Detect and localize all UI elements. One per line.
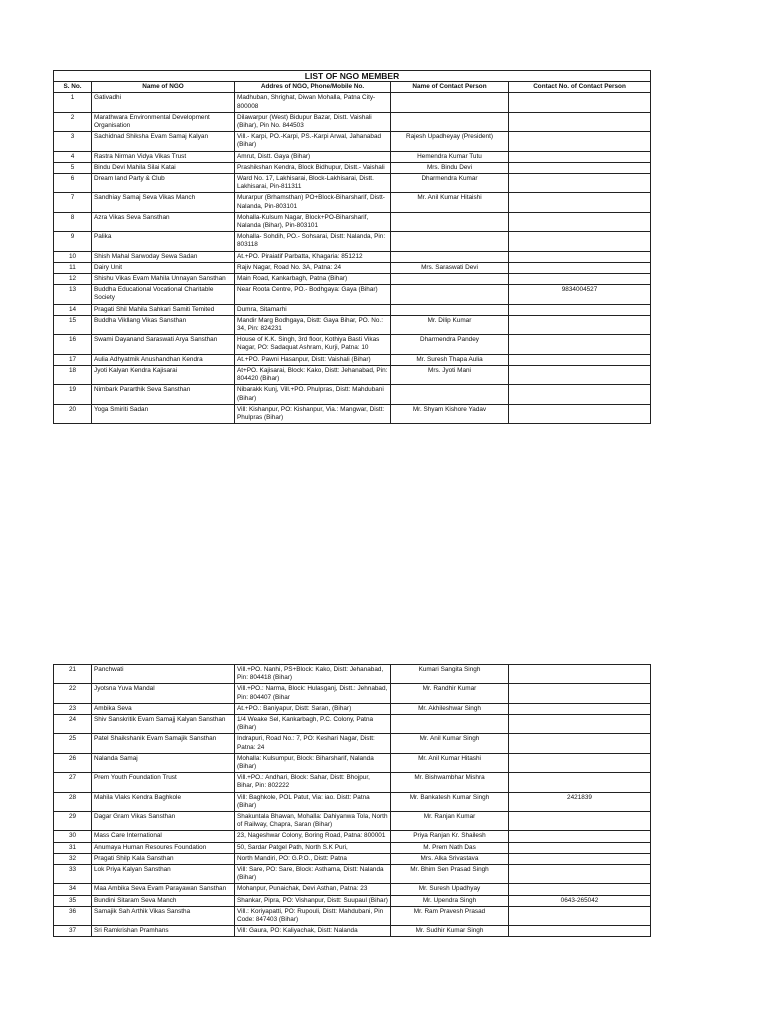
cell-ngo-name: Patel Shaikshanik Evam Samajik Sansthan xyxy=(92,734,235,753)
cell-contact-person: Mr. Sudhir Kumar Singh xyxy=(391,926,509,937)
table-row xyxy=(54,93,651,112)
cell-ngo-name: Shish Mahal Sarwoday Sewa Sadan xyxy=(92,251,235,262)
cell-contact-no xyxy=(509,274,651,285)
cell-contact-no xyxy=(509,926,651,937)
table-row xyxy=(54,703,651,714)
cell-ngo-name: Prem Youth Foundation Trust xyxy=(92,773,235,792)
cell-sno: 6 xyxy=(54,174,92,193)
cell-ngo-name: Gativadhi xyxy=(92,93,235,112)
table-row xyxy=(54,132,651,151)
cell-ngo-name: Mahila Vlaks Kendra Baghkole xyxy=(92,792,235,811)
cell-contact-no xyxy=(509,842,651,853)
cell-sno: 14 xyxy=(54,304,92,315)
cell-ngo-name: Sachidnad Shiksha Evam Samaj Kalyan xyxy=(92,132,235,151)
cell-ngo-name: Samajik Sah Arthik Vikas Sanstha xyxy=(92,906,235,925)
cell-contact-no xyxy=(509,831,651,842)
cell-address: Vill: Kishanpur, PO: Kishanpur, Via.: Mangwar, Distt: Phulpras (Bihar) xyxy=(235,404,391,423)
cell-sno: 28 xyxy=(54,792,92,811)
table-row xyxy=(54,354,651,365)
cell-contact-no xyxy=(509,753,651,772)
cell-contact-person: Mr. Bankatesh Kumar Singh xyxy=(391,792,509,811)
cell-sno: 15 xyxy=(54,315,92,334)
table-row xyxy=(54,865,651,884)
cell-contact-person: M. Prem Nath Das xyxy=(391,842,509,853)
cell-address: Murarpur (Brhamsthan) PO+Block-Biharsharif, Distt- Nalanda, Pin-803101 xyxy=(235,193,391,212)
cell-contact-no xyxy=(509,865,651,884)
cell-address: Vill: Sare, PO: Sare, Block: Asthama, Distt: Nalanda (Bihar) xyxy=(235,865,391,884)
cell-sno: 1 xyxy=(54,93,92,112)
cell-contact-person: Mr. Anil Kumar Hitaishi xyxy=(391,193,509,212)
cell-address: Shankar, Pipra, PO: Vishanpur, Distt: Suupaul (Bihar) xyxy=(235,895,391,906)
cell-contact-no xyxy=(509,262,651,273)
cell-address: At.+PO. Pawni Hasanpur, Distt: Vaishali (Bihar) xyxy=(235,354,391,365)
table-row xyxy=(54,232,651,251)
cell-sno: 36 xyxy=(54,906,92,925)
cell-address: Shakuntala Bhawan, Mohalla: Dahiyanwa Tola, North of Railway, Chapra, Saran (Bihar) xyxy=(235,812,391,831)
cell-contact-no xyxy=(509,365,651,384)
cell-contact-person: Mr. Dilip Kumar xyxy=(391,315,509,334)
cell-address: Amrut, Distt. Gaya (Bihar) xyxy=(235,151,391,162)
cell-contact-no xyxy=(509,734,651,753)
table-row xyxy=(54,812,651,831)
cell-address: Vill: Baghkole, POL Patut, Via: iao. Distt: Patna (Bihar) xyxy=(235,792,391,811)
cell-contact-person: Mr. Suresh Thapa Aulia xyxy=(391,354,509,365)
cell-address: Ward No. 17, Lakhisarai, Block-Lakhisarai, Distt. Lakhisarai, Pin-811311 xyxy=(235,174,391,193)
cell-address: Mohalla-Kulsum Nagar, Block+PO-Biharsharif, Nalanda (Bihar), Pin-803101 xyxy=(235,212,391,231)
cell-contact-no xyxy=(509,853,651,864)
cell-sno: 30 xyxy=(54,831,92,842)
table-row xyxy=(54,304,651,315)
cell-contact-no xyxy=(509,385,651,404)
table-row xyxy=(54,335,651,354)
cell-contact-person: Mr. Shyam Kishore Yadav xyxy=(391,404,509,423)
cell-contact-person: Mr. Anil Kumar Singh xyxy=(391,734,509,753)
cell-contact-no: 9834004527 xyxy=(509,285,651,304)
cell-ngo-name: Panchwati xyxy=(92,665,235,684)
table-row xyxy=(54,895,651,906)
cell-ngo-name: Yoga Smiriti Sadan xyxy=(92,404,235,423)
cell-contact-no xyxy=(509,715,651,734)
cell-address: Main Road, Kankarbagh, Patna (Bihar) xyxy=(235,274,391,285)
cell-contact-person: Rajesh Upadheyay (President) xyxy=(391,132,509,151)
header-address: Addres of NGO, Phone/Mobile No. xyxy=(235,82,391,93)
cell-ngo-name: Pragati Shilp Kala Sansthan xyxy=(92,853,235,864)
cell-sno: 24 xyxy=(54,715,92,734)
cell-contact-person xyxy=(391,93,509,112)
cell-contact-no xyxy=(509,174,651,193)
header-name: Name of NGO xyxy=(92,82,235,93)
cell-address: Vill.+PO.: Narma, Block: Hulasganj, Distt.: Jehnabad, Pin: 804407 (Bihar xyxy=(235,684,391,703)
cell-contact-no xyxy=(509,112,651,131)
cell-contact-no xyxy=(509,251,651,262)
cell-contact-no: 0643-265042 xyxy=(509,895,651,906)
cell-sno: 37 xyxy=(54,926,92,937)
cell-ngo-name: Sandhiay Samaj Seva Vikas Manch xyxy=(92,193,235,212)
cell-address: Dumra, Sitamarhi xyxy=(235,304,391,315)
cell-ngo-name: Lok Priya Kalyan Sansthan xyxy=(92,865,235,884)
cell-contact-person xyxy=(391,232,509,251)
cell-contact-no: 2421839 xyxy=(509,792,651,811)
table-title: LIST OF NGO MEMBER xyxy=(54,71,651,82)
cell-sno: 35 xyxy=(54,895,92,906)
cell-sno: 19 xyxy=(54,385,92,404)
table-row xyxy=(54,715,651,734)
cell-sno: 22 xyxy=(54,684,92,703)
cell-contact-no xyxy=(509,212,651,231)
cell-contact-person: Mr. Bhim Sen Prasad Singh xyxy=(391,865,509,884)
cell-sno: 20 xyxy=(54,404,92,423)
cell-ngo-name: Buddha Educational Vocational Charitable Society xyxy=(92,285,235,304)
cell-ngo-name: Swami Dayanand Saraswati Arya Sansthan xyxy=(92,335,235,354)
cell-contact-no xyxy=(509,132,651,151)
cell-contact-no xyxy=(509,162,651,173)
table-row xyxy=(54,112,651,131)
cell-contact-person: Mr. Anil Kumar Hitashi xyxy=(391,753,509,772)
cell-contact-person: Mrs. Saraswati Devi xyxy=(391,262,509,273)
table-row xyxy=(54,162,651,173)
cell-sno: 33 xyxy=(54,865,92,884)
cell-contact-no xyxy=(509,684,651,703)
table-row xyxy=(54,193,651,212)
cell-sno: 31 xyxy=(54,842,92,853)
cell-address: Vill.- Karpi, PO.-Karpi, PS.-Karpi Arwal, Jahanabad (Bihar) xyxy=(235,132,391,151)
cell-address: Vill.+PO. Nanhi, PS+Block: Kako, Distt: Jehanabad, Pin: 804418 (Bihar) xyxy=(235,665,391,684)
cell-sno: 8 xyxy=(54,212,92,231)
cell-sno: 13 xyxy=(54,285,92,304)
cell-ngo-name: Nalanda Samaj xyxy=(92,753,235,772)
cell-sno: 7 xyxy=(54,193,92,212)
table-row xyxy=(54,926,651,937)
table-row xyxy=(54,792,651,811)
cell-contact-person: Mr. Akhileshwar Singh xyxy=(391,703,509,714)
cell-sno: 9 xyxy=(54,232,92,251)
cell-address: Indrapuri, Road No.: 7, PO: Keshari Nagar, Distt: Patna: 24 xyxy=(235,734,391,753)
cell-ngo-name: Azra Vikas Seva Sansthan xyxy=(92,212,235,231)
cell-ngo-name: Jyotsna Yuva Mandal xyxy=(92,684,235,703)
cell-ngo-name: Dagar Gram Vikas Sansthan xyxy=(92,812,235,831)
table-row xyxy=(54,684,651,703)
cell-ngo-name: Pragati Shil Mahila Sahkari Samiti Temited xyxy=(92,304,235,315)
cell-ngo-name: Maa Ambika Seva Evam Parayawan Sansthan xyxy=(92,884,235,895)
table-row xyxy=(54,404,651,423)
cell-sno: 23 xyxy=(54,703,92,714)
cell-contact-person: Mr. Randhir Kumar xyxy=(391,684,509,703)
cell-contact-person: Mrs. Bindu Devi xyxy=(391,162,509,173)
cell-contact-person xyxy=(391,715,509,734)
header-contact-no: Contact No. of Contact Person xyxy=(509,82,651,93)
cell-contact-person: Mr. Suresh Upadhyay xyxy=(391,884,509,895)
table-row xyxy=(54,665,651,684)
cell-address: Vill.: Koriyapatti, PO: Rupouli, Distt: Mahdubani, Pin Code: 847403 (Bihar) xyxy=(235,906,391,925)
cell-ngo-name: Sri Ramkrishan Pramhans xyxy=(92,926,235,937)
cell-contact-person xyxy=(391,251,509,262)
cell-sno: 21 xyxy=(54,665,92,684)
ngo-table-page-2 xyxy=(53,664,651,937)
table-row xyxy=(54,734,651,753)
cell-contact-no xyxy=(509,335,651,354)
cell-ngo-name: Anumaya Human Resoures Foundation xyxy=(92,842,235,853)
cell-address: At.+PO.: Baniyapur, Distt: Saran, (Bihar) xyxy=(235,703,391,714)
cell-contact-no xyxy=(509,193,651,212)
cell-sno: 2 xyxy=(54,112,92,131)
cell-ngo-name: Aulia Adhyatmik Anushandhan Kendra xyxy=(92,354,235,365)
cell-ngo-name: Mass Care International xyxy=(92,831,235,842)
cell-contact-no xyxy=(509,404,651,423)
cell-ngo-name: Ambika Seva xyxy=(92,703,235,714)
cell-address: North Mandiri, PO: G.P.O., Distt: Patna xyxy=(235,853,391,864)
cell-contact-person: Dharmendra Pandey xyxy=(391,335,509,354)
cell-address: 23, Nageshwar Colony, Boring Road, Patna: 800001 xyxy=(235,831,391,842)
table-row xyxy=(54,212,651,231)
cell-sno: 27 xyxy=(54,773,92,792)
cell-contact-no xyxy=(509,665,651,684)
cell-contact-person: Dharmendra Kumar xyxy=(391,174,509,193)
cell-sno: 17 xyxy=(54,354,92,365)
cell-address: Vill.+PO.: Andhari, Block: Sahar, Distt: Bhojpur, Bihar, Pin: 802222 xyxy=(235,773,391,792)
cell-contact-no xyxy=(509,884,651,895)
cell-contact-person xyxy=(391,212,509,231)
table-row xyxy=(54,285,651,304)
cell-contact-person: Mr. Ram Pravesh Prasad xyxy=(391,906,509,925)
cell-contact-no xyxy=(509,315,651,334)
cell-ngo-name: Nimbark Pararthik Seva Sansthan xyxy=(92,385,235,404)
cell-address: Nibarakk Kunj, Vill.+PO. Phulpras, Distt: Mahdubani (Bihar) xyxy=(235,385,391,404)
cell-sno: 12 xyxy=(54,274,92,285)
cell-contact-person: Hemendra Kumar Tutu xyxy=(391,151,509,162)
cell-contact-person: Mrs. Jyoti Mani xyxy=(391,365,509,384)
cell-sno: 34 xyxy=(54,884,92,895)
cell-contact-person: Mr. Bishwambhar Mishra xyxy=(391,773,509,792)
cell-address: Prashikshan Kendra, Block Bidhupur, Distt.- Vaishali xyxy=(235,162,391,173)
cell-contact-person xyxy=(391,274,509,285)
cell-address: Dilawarpur (West) Bidupur Bazar, Distt. Vaishali (Bihar), Pin No. 844503 xyxy=(235,112,391,131)
cell-contact-no xyxy=(509,812,651,831)
table-row xyxy=(54,151,651,162)
header-sno: S. No. xyxy=(54,82,92,93)
cell-address: Vill: Gaura, PO: Kaliyachak, Distt: Nalanda xyxy=(235,926,391,937)
cell-ngo-name: Dream land Party & Club xyxy=(92,174,235,193)
cell-ngo-name: Marathwara Environmental Development Organisation xyxy=(92,112,235,131)
cell-address: Near Roota Centre, PO.- Bodhgaya: Gaya (Bihar) xyxy=(235,285,391,304)
cell-contact-person xyxy=(391,304,509,315)
table-row xyxy=(54,773,651,792)
cell-contact-person xyxy=(391,385,509,404)
cell-contact-person: Priya Ranjan Kr. Shailesh xyxy=(391,831,509,842)
cell-address: Mohalla: Kulsumpur, Block: Biharsharif, Nalanda (Bihar) xyxy=(235,753,391,772)
cell-ngo-name: Jyoti Kalyan Kendra Kajisarai xyxy=(92,365,235,384)
cell-contact-no xyxy=(509,703,651,714)
cell-contact-no xyxy=(509,93,651,112)
cell-contact-person: Mrs. Alka Srivastava xyxy=(391,853,509,864)
cell-address: Mohanpur, Punaichak, Devi Asthan, Patna: 23 xyxy=(235,884,391,895)
table-row xyxy=(54,262,651,273)
cell-address: Madhuban, Shrighat, Diwan Mohalla, Patna City-800008 xyxy=(235,93,391,112)
cell-sno: 29 xyxy=(54,812,92,831)
table-body-page-1 xyxy=(54,93,651,424)
cell-sno: 10 xyxy=(54,251,92,262)
cell-contact-no xyxy=(509,151,651,162)
cell-sno: 26 xyxy=(54,753,92,772)
cell-sno: 32 xyxy=(54,853,92,864)
cell-sno: 5 xyxy=(54,162,92,173)
cell-address: House of K.K. Singh, 3rd floor, Kothiya Basti Vikas Nagar, PO: Sadaquat Ashram, Kurji, Patna: 10 xyxy=(235,335,391,354)
cell-contact-person xyxy=(391,112,509,131)
cell-contact-no xyxy=(509,773,651,792)
cell-contact-no xyxy=(509,304,651,315)
cell-ngo-name: Buddha Vikllang Vikas Sansthan xyxy=(92,315,235,334)
table-body-page-2 xyxy=(54,665,651,937)
cell-address: Mohalla- Sohdih, PO.- Sohsarai, Distt: Nalanda, Pin: 803118 xyxy=(235,232,391,251)
table-row xyxy=(54,385,651,404)
table-row xyxy=(54,831,651,842)
cell-ngo-name: Shishu Vikas Evam Mahila Unnayan Sansthan xyxy=(92,274,235,285)
cell-sno: 25 xyxy=(54,734,92,753)
cell-address: Mandir Marg Bodhgaya, Distt: Gaya Bihar, PO. No.: 34, Pin: 824231 xyxy=(235,315,391,334)
table-row xyxy=(54,365,651,384)
cell-sno: 18 xyxy=(54,365,92,384)
ngo-table-page-1 xyxy=(53,70,651,424)
cell-sno: 3 xyxy=(54,132,92,151)
cell-contact-person: Mr. Ranjan Kumar xyxy=(391,812,509,831)
table-row xyxy=(54,274,651,285)
cell-contact-no xyxy=(509,906,651,925)
cell-address: 1/4 Weake Sel, Kankarbagh, P.C. Colony, Patna (Bihar) xyxy=(235,715,391,734)
cell-ngo-name: Bundini Sitaram Seva Manch xyxy=(92,895,235,906)
cell-address: 50, Sardar Patgel Path, North S.K Puri, xyxy=(235,842,391,853)
table-row xyxy=(54,853,651,864)
table-row xyxy=(54,315,651,334)
header-row xyxy=(54,82,651,93)
table-row xyxy=(54,884,651,895)
cell-ngo-name: Rastra Nirman Vidya Vikas Trust xyxy=(92,151,235,162)
cell-sno: 4 xyxy=(54,151,92,162)
table-row xyxy=(54,753,651,772)
cell-contact-person: Mr. Upendra Singh xyxy=(391,895,509,906)
header-contact-person: Name of Contact Person xyxy=(391,82,509,93)
cell-ngo-name: Palika xyxy=(92,232,235,251)
cell-contact-no xyxy=(509,354,651,365)
cell-contact-no xyxy=(509,232,651,251)
cell-contact-person xyxy=(391,285,509,304)
table-row xyxy=(54,842,651,853)
cell-ngo-name: Shiv Sanskritik Evam Samajj Kalyan Sansthan xyxy=(92,715,235,734)
cell-sno: 16 xyxy=(54,335,92,354)
table-row xyxy=(54,174,651,193)
table-row xyxy=(54,251,651,262)
table-row xyxy=(54,906,651,925)
cell-address: Rajiv Nagar, Road No. 3A, Patna: 24 xyxy=(235,262,391,273)
cell-contact-person: Kumari Sangita Singh xyxy=(391,665,509,684)
cell-ngo-name: Bindu Devi Mahila Silai Katai xyxy=(92,162,235,173)
cell-address: At+PO. Kajisarai, Block: Kako, Distt: Jehanabad, Pin: 804420 (Bihar) xyxy=(235,365,391,384)
cell-address: At.+PO. Piraiatif Parbatta, Khagaria: 851212 xyxy=(235,251,391,262)
cell-sno: 11 xyxy=(54,262,92,273)
cell-ngo-name: Dairy Unit xyxy=(92,262,235,273)
